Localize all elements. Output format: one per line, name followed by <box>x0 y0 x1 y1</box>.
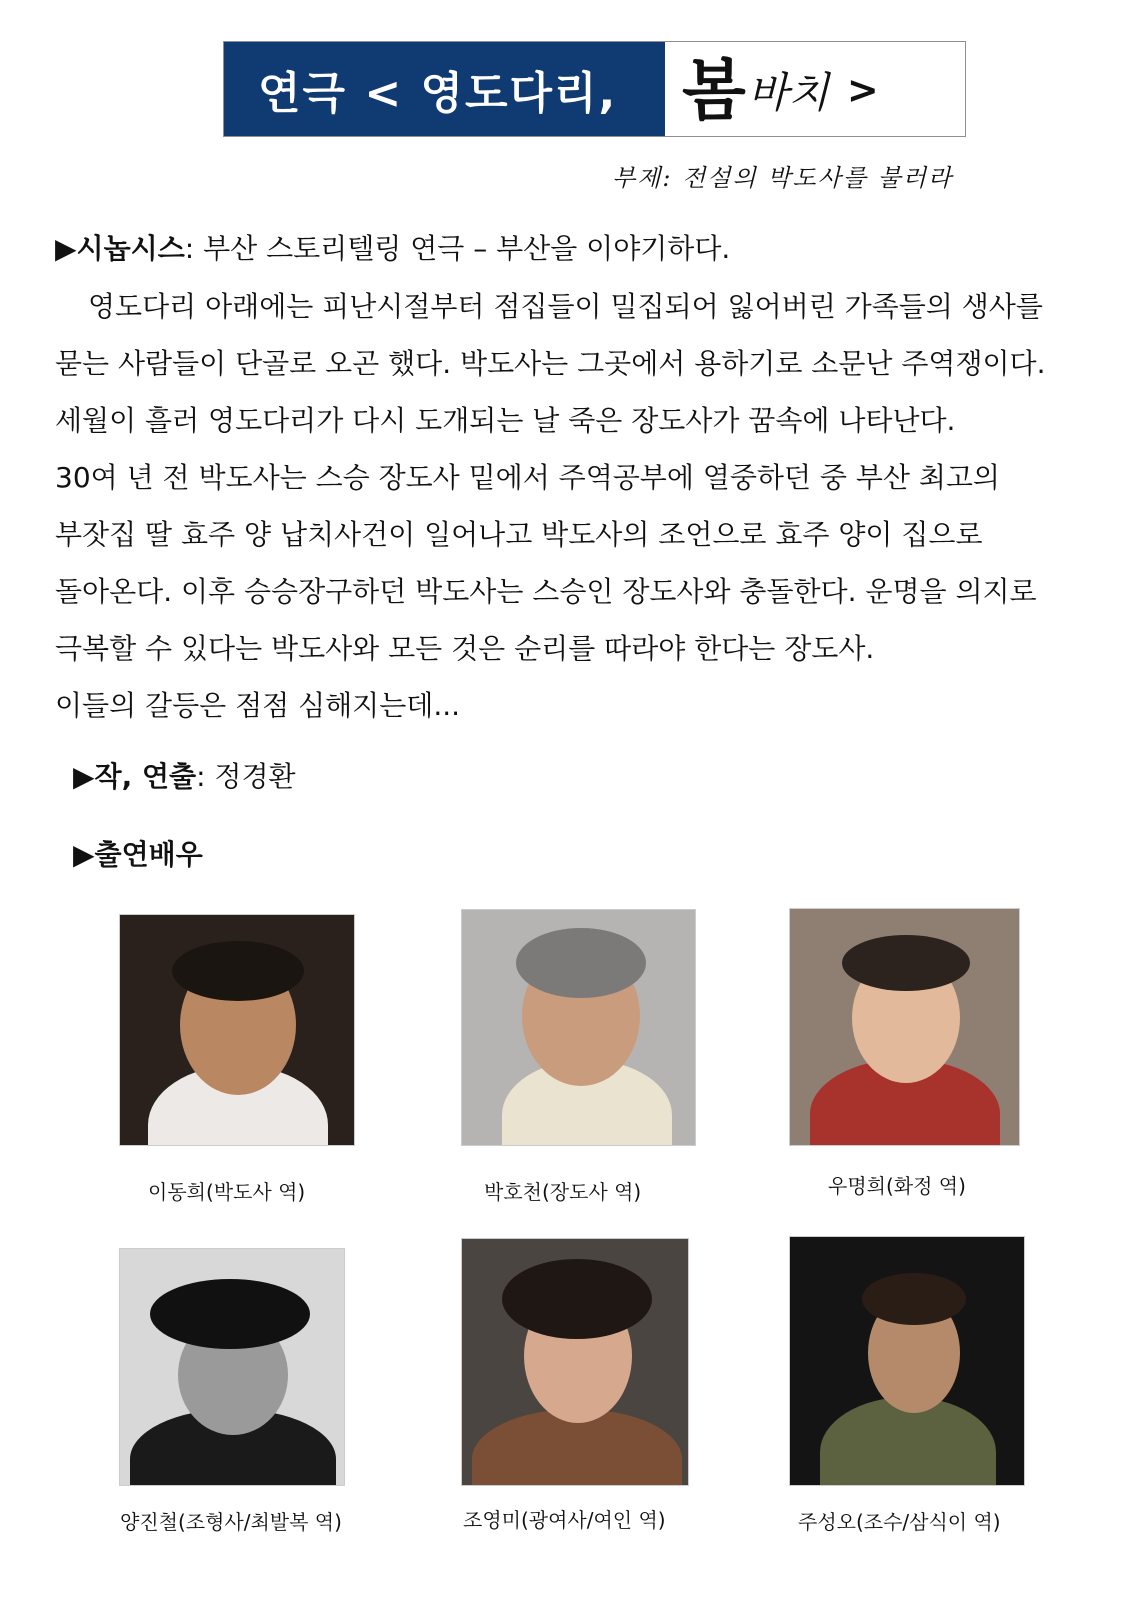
synopsis-line: 30여 년 전 박도사는 스승 장도사 밑에서 주역공부에 열중하던 중 부산 최고의 <box>55 461 1000 494</box>
synopsis-line: 돌아온다. 이후 승승장구하던 박도사는 스승인 장도사와 충돌한다. 운명을 의지로 <box>55 575 1037 608</box>
cast-caption: 주성오(조수/삼식이 역) <box>798 1510 1001 1534</box>
synopsis-line: 영도다리 아래에는 피난시절부터 점집들이 밀집되어 잃어버린 가족들의 생사를 <box>88 290 1043 323</box>
synopsis-line: 세월이 흘러 영도다리가 다시 도개되는 날 죽은 장도사가 꿈속에 나타난다. <box>55 404 956 437</box>
title-close-bracket: > <box>846 68 879 112</box>
title-handwritten <box>682 46 879 134</box>
cast-caption: 박호천(장도사 역) <box>484 1180 642 1204</box>
synopsis-line: 묻는 사람들이 단골로 오곤 했다. 박도사는 그곳에서 용하기로 소문난 주역쟁이다. <box>55 347 1046 380</box>
synopsis-heading <box>55 232 730 266</box>
subtitle: 부제: 전설의 박도사를 불러라 <box>612 164 954 192</box>
title-hand-big: 봄 <box>682 51 746 129</box>
cast-caption: 우명희(화정 역) <box>828 1174 966 1198</box>
title-banner <box>223 41 966 137</box>
cast-caption: 양진철(조형사/최발복 역) <box>120 1510 342 1534</box>
credits-line <box>73 760 296 794</box>
synopsis-heading-text: : 부산 스토리텔링 연극 – 부산을 이야기하다. <box>184 232 731 265</box>
cast-caption: 조영미(광여사/여인 역) <box>463 1508 666 1532</box>
synopsis-line: 부잣집 딸 효주 양 납치사건이 일어나고 박도사의 조언으로 효주 양이 집으로 <box>55 518 983 551</box>
cast-heading <box>73 838 203 872</box>
cast-photo <box>789 908 1020 1146</box>
synopsis-line: 이들의 갈등은 점점 심해지는데... <box>55 689 461 722</box>
credits-value: : 정경환 <box>196 760 296 793</box>
arrow-icon: ▶ <box>73 838 95 871</box>
title-main: 연극 < 영도다리, <box>224 42 665 136</box>
cast-caption: 이동희(박도사 역) <box>148 1180 306 1204</box>
cast-photo <box>461 909 696 1146</box>
cast-photo <box>119 914 355 1146</box>
synopsis-line: 극복할 수 있다는 박도사와 모든 것은 순리를 따라야 한다는 장도사. <box>55 632 875 665</box>
arrow-icon: ▶ <box>73 760 95 793</box>
title-hand-small: 바치 <box>747 68 829 117</box>
cast-photo <box>461 1238 689 1486</box>
cast-photo <box>789 1236 1025 1486</box>
credits-label: 작, 연출 <box>94 760 197 793</box>
cast-label: 출연배우 <box>94 838 203 871</box>
synopsis-label: 시놉시스 <box>76 232 185 265</box>
cast-photo <box>119 1248 345 1486</box>
arrow-icon: ▶ <box>55 232 77 265</box>
